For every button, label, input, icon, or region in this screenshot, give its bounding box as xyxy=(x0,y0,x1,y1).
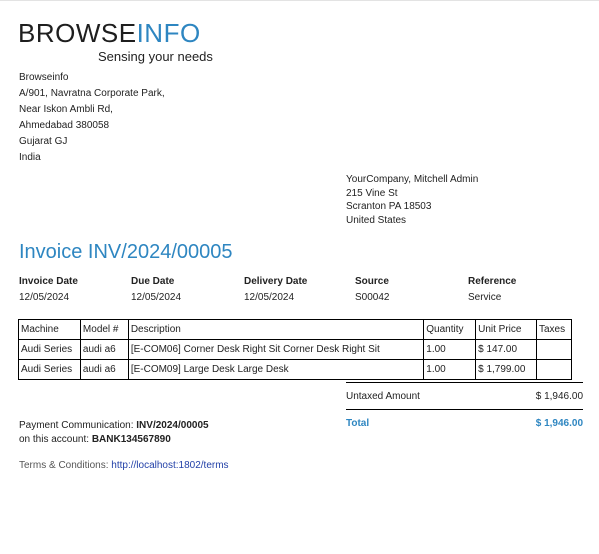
column-header-quantity: Quantity xyxy=(424,320,476,340)
meta-label: Reference xyxy=(468,276,517,287)
logo-info-text: INFO xyxy=(136,18,201,48)
tagline: Sensing your needs xyxy=(98,49,213,64)
payment-account-value: BANK134567890 xyxy=(91,434,171,445)
payment-communication xyxy=(19,419,209,447)
column-header-model: Model # xyxy=(80,320,128,340)
cell-quantity: 1.00 xyxy=(424,340,476,360)
cell-description: [E-COM06] Corner Desk Right Sit Corner Desk Right Sit xyxy=(128,340,423,360)
address-line: A/901, Navratna Corporate Park, xyxy=(19,88,165,99)
payment-comm-label: Payment Communication: xyxy=(19,420,137,431)
meta-value: Service xyxy=(468,292,502,303)
payment-account-label: on this account: xyxy=(19,434,92,445)
meta-source xyxy=(355,274,389,306)
address-line: Scranton PA 18503 xyxy=(346,201,432,212)
cell-unit-price: $ 147.00 xyxy=(476,340,537,360)
payment-account-line xyxy=(19,433,209,447)
cell-machine: Audi Series xyxy=(19,360,81,380)
meta-value: 12/05/2024 xyxy=(244,292,295,303)
cell-model: audi a6 xyxy=(80,360,128,380)
cell-model: audi a6 xyxy=(80,340,128,360)
address-line: 215 Vine St xyxy=(346,187,398,199)
column-header-machine: Machine xyxy=(19,320,81,340)
column-header-description: Description xyxy=(128,320,423,340)
untaxed-row xyxy=(346,382,583,409)
address-line: India xyxy=(19,152,41,163)
total-row xyxy=(346,409,583,436)
table-row xyxy=(19,340,572,360)
column-header-unit-price: Unit Price xyxy=(476,320,537,340)
meta-delivery-date xyxy=(244,274,307,306)
untaxed-label: Untaxed Amount xyxy=(346,390,420,402)
meta-due-date xyxy=(131,274,181,306)
address-line: YourCompany, Mitchell Admin xyxy=(346,174,479,185)
terms-conditions xyxy=(19,460,229,471)
total-value: $ 1,946.00 xyxy=(535,417,583,429)
address-line: Browseinfo xyxy=(19,72,69,83)
column-header-taxes: Taxes xyxy=(537,320,572,340)
meta-value: 12/05/2024 xyxy=(131,292,182,303)
address-line: Ahmedabad 380058 xyxy=(19,120,110,131)
payment-comm-value: INV/2024/00005 xyxy=(136,420,209,431)
recipient-address xyxy=(346,173,478,227)
invoice-title: Invoice INV/2024/00005 xyxy=(19,241,233,263)
address-line: Near Iskon Ambli Rd, xyxy=(19,104,113,115)
company-logo xyxy=(18,18,201,48)
address-line: United States xyxy=(346,214,407,226)
untaxed-value: $ 1,946.00 xyxy=(535,390,583,402)
top-divider xyxy=(0,0,599,1)
cell-description: [E-COM09] Large Desk Large Desk xyxy=(128,360,423,380)
sender-address xyxy=(19,70,165,166)
cell-unit-price: $ 1,799.00 xyxy=(476,360,537,380)
invoice-lines-table xyxy=(18,319,572,380)
meta-label: Delivery Date xyxy=(244,276,308,287)
cell-taxes xyxy=(537,360,572,380)
address-line: Gujarat GJ xyxy=(19,136,68,147)
totals-block xyxy=(346,382,583,436)
meta-reference xyxy=(468,274,516,306)
table-header-row xyxy=(19,320,572,340)
meta-value: 12/05/2024 xyxy=(19,292,70,303)
terms-label: Terms & Conditions: xyxy=(19,460,112,471)
table-row xyxy=(19,360,572,380)
meta-invoice-date xyxy=(19,274,78,306)
logo-browse-text: BROWSE xyxy=(18,18,137,48)
meta-label: Source xyxy=(355,276,389,287)
meta-label: Due Date xyxy=(131,276,175,287)
terms-link[interactable]: http://localhost:1802/terms xyxy=(111,460,229,471)
cell-quantity: 1.00 xyxy=(424,360,476,380)
payment-comm-line xyxy=(19,419,209,433)
cell-taxes xyxy=(537,340,572,360)
total-label: Total xyxy=(346,417,370,429)
cell-machine: Audi Series xyxy=(19,340,81,360)
meta-value: S00042 xyxy=(355,292,390,303)
meta-label: Invoice Date xyxy=(19,276,78,287)
